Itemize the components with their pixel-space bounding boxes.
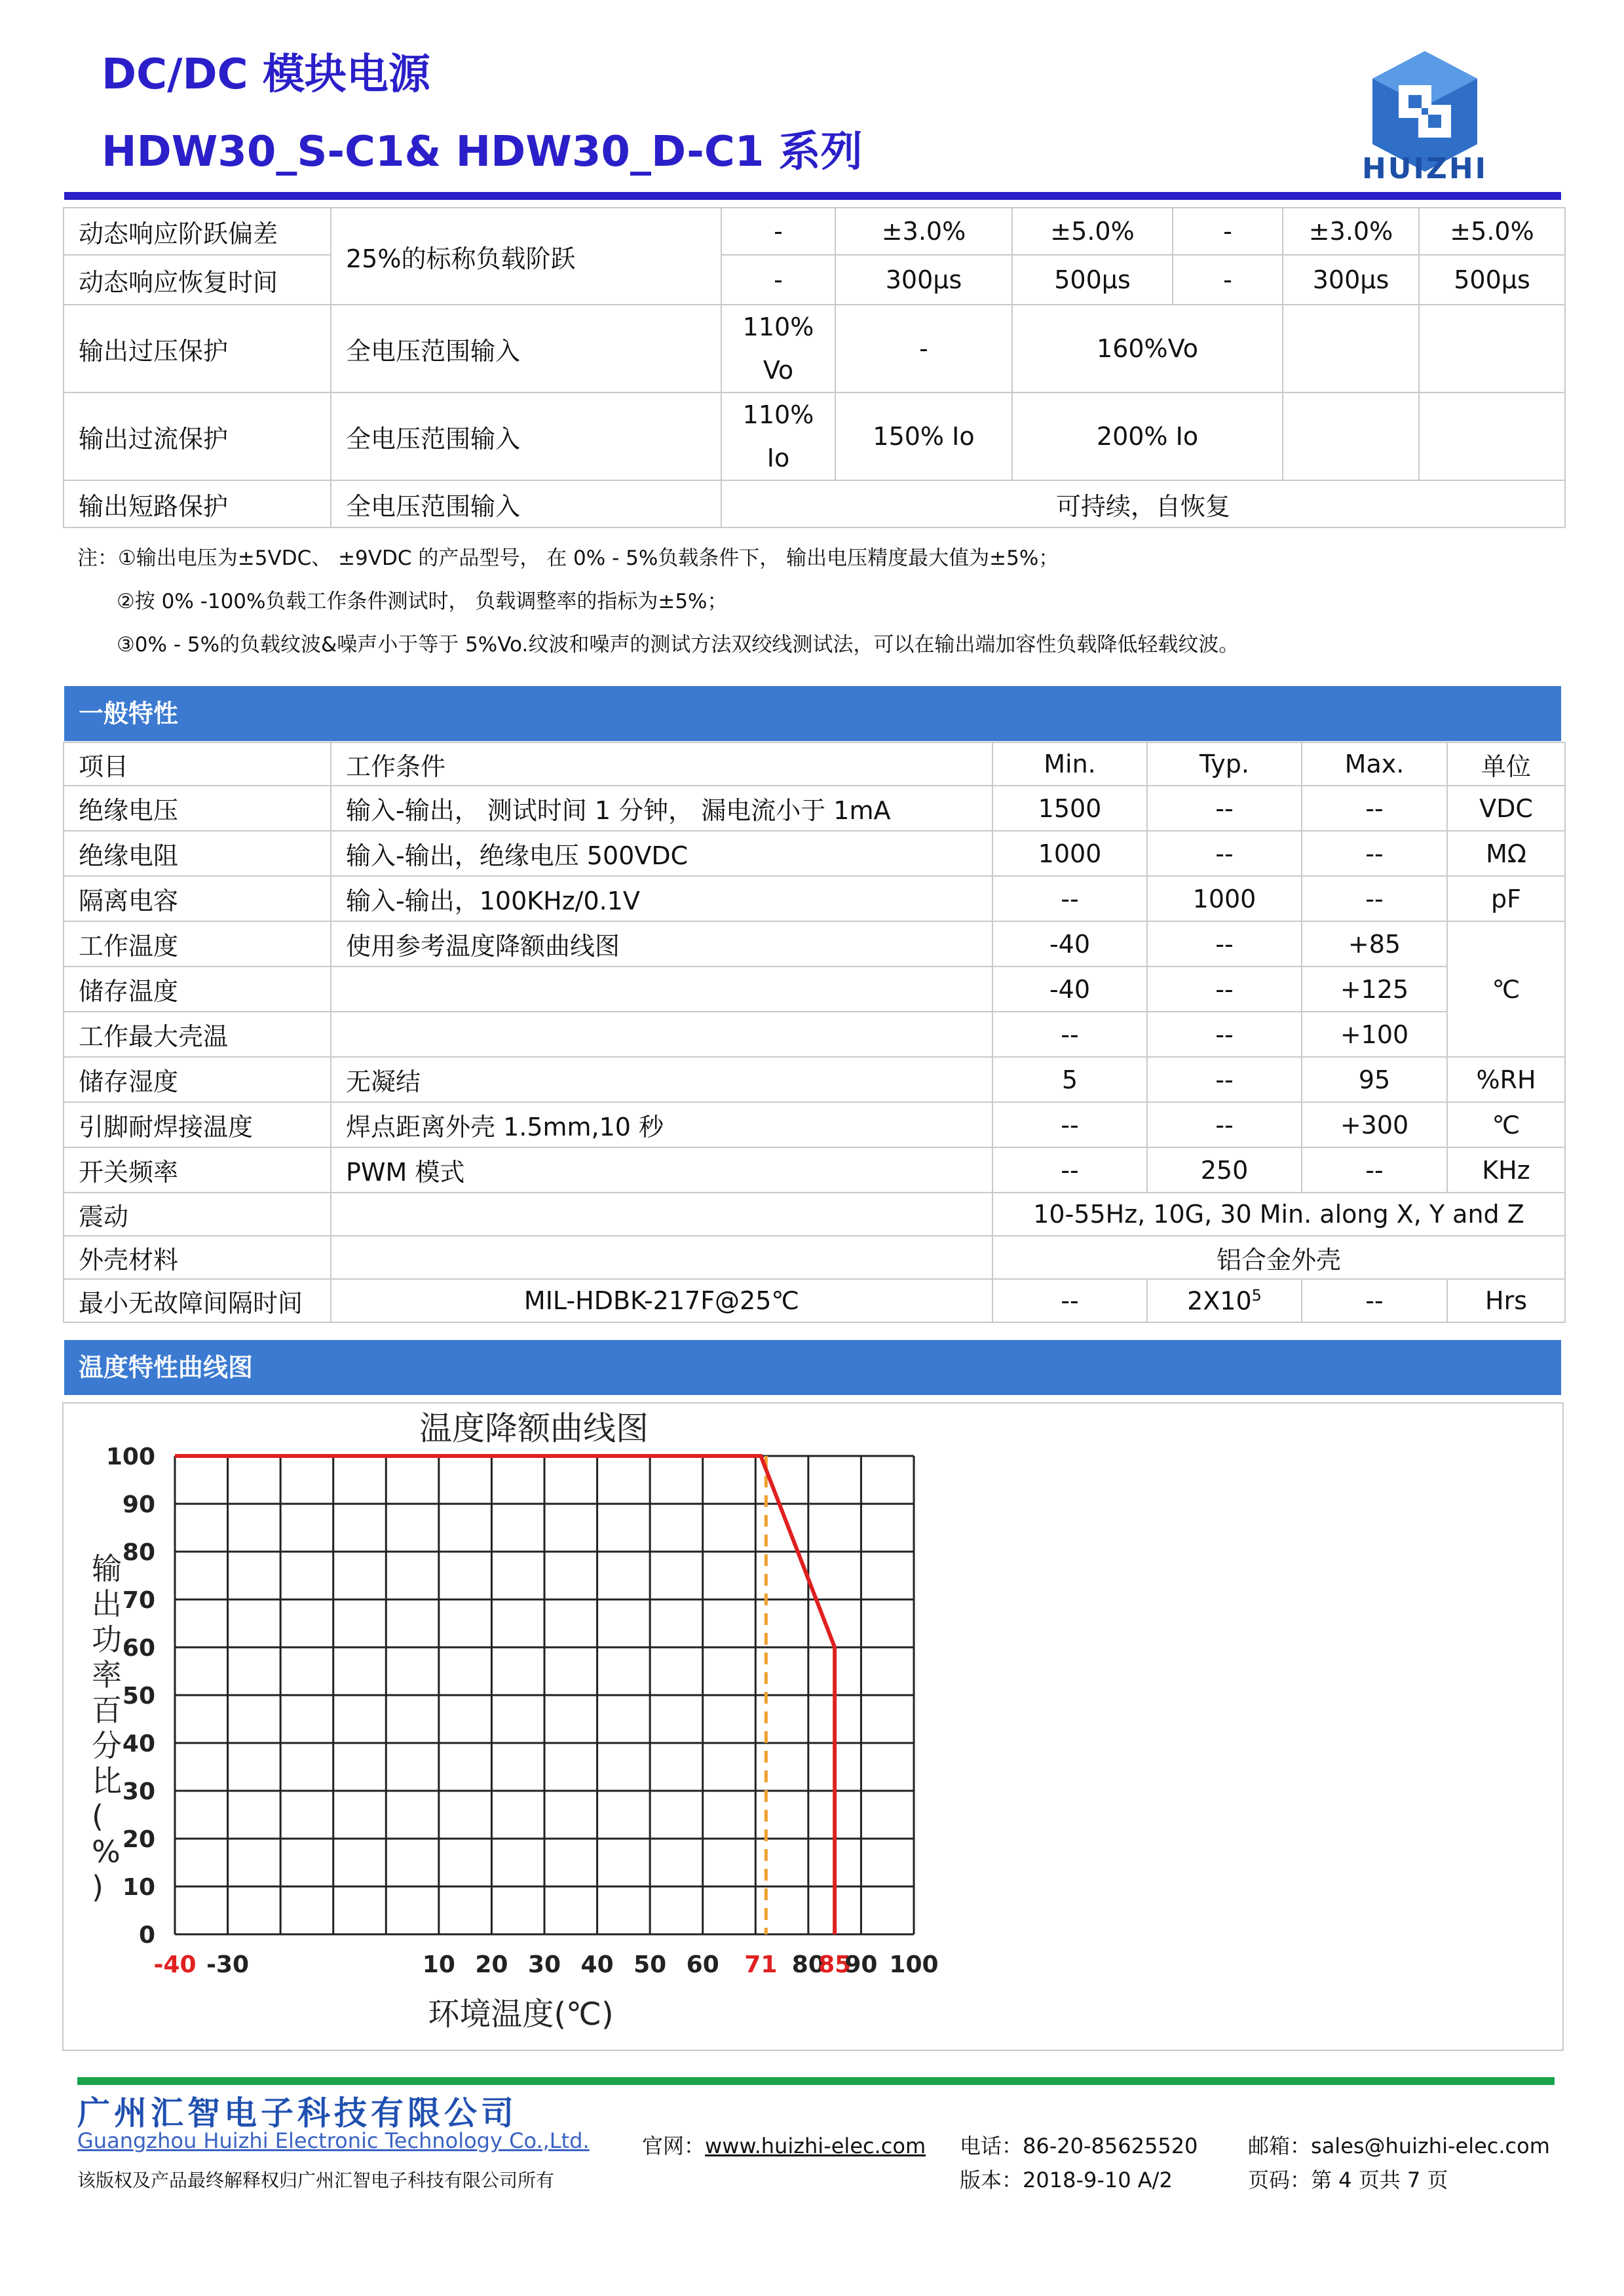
cell-min: --: [992, 1279, 1147, 1322]
cell-min: --: [992, 1102, 1147, 1147]
row-item: 外壳材料: [64, 1236, 331, 1279]
cell-unit: MΩ: [1447, 831, 1565, 876]
cell-max: +100: [1302, 1012, 1447, 1057]
cell-min: --: [992, 1147, 1147, 1193]
output-spec-table: [63, 207, 1566, 528]
cell: 200% Io: [1012, 392, 1283, 480]
cell-line: 110%: [742, 400, 814, 429]
cell-typ: [1147, 1279, 1302, 1322]
y-tick-label: 0: [138, 1922, 155, 1949]
email-label: 邮箱：: [1248, 2133, 1312, 2158]
row-item: 动态响应恢复时间: [64, 255, 331, 305]
note-2: ②按 0% -100%负载工作条件测试时， 负载调整率的指标为±5%；: [117, 590, 728, 613]
x-tick-label: -40: [153, 1951, 197, 1978]
cell-max: --: [1302, 1147, 1447, 1193]
section-title-temperature: 温度特性曲线图: [64, 1340, 1561, 1395]
x-tick-label: 100: [889, 1951, 939, 1978]
row-item: 储存湿度: [64, 1057, 331, 1102]
cell-max: --: [1302, 831, 1447, 876]
general-spec-table: [63, 742, 1566, 1323]
row-condition: 焊点距离外壳 1.5mm,10 秒: [331, 1102, 992, 1147]
y-tick-label: 40: [122, 1731, 155, 1757]
y-axis-label: [92, 1551, 122, 1905]
column-header: Typ.: [1147, 742, 1302, 786]
row-condition: [331, 966, 992, 1012]
cell: 150% Io: [835, 392, 1012, 480]
y-label-char: 率: [92, 1657, 122, 1693]
derating-chart: [66, 1406, 983, 2048]
row-condition: 输入-输出，100KHz/0.1V: [331, 876, 992, 921]
cell-typ: --: [1147, 786, 1302, 831]
column-header: Min.: [992, 742, 1147, 786]
row-item: 引脚耐焊接温度: [64, 1102, 331, 1147]
y-tick-label: 100: [105, 1444, 155, 1470]
row-item: 绝缘电阻: [64, 831, 331, 876]
row-condition: 全电压范围输入: [331, 480, 721, 527]
header-rule: [64, 192, 1561, 200]
cell-min: 1000: [992, 831, 1147, 876]
cell-line: Io: [766, 444, 790, 472]
y-label-char: ): [92, 1869, 104, 1905]
row-condition: 使用参考温度降额曲线图: [331, 921, 992, 966]
cell-typ: --: [1147, 831, 1302, 876]
row-condition: MIL-HDBK-217F@25℃: [331, 1279, 992, 1322]
column-header: Max.: [1302, 742, 1447, 786]
cell-max: --: [1302, 1279, 1447, 1322]
x-tick-label: 40: [580, 1951, 614, 1978]
page-number: 页码：第 4 页共 7 页: [1248, 2168, 1448, 2192]
email-block: [1248, 2130, 1550, 2160]
x-tick-label: 10: [422, 1951, 455, 1978]
version: 版本：2018-9-10 A/2: [960, 2168, 1173, 2192]
cell: [1283, 305, 1419, 392]
note-3: ③0% - 5%的负载纹波&噪声小于等于 5%Vo.纹波和噪声的测试方法双绞线测试法，可以在输出端加容性负载降低轻载纹波。: [117, 633, 1239, 657]
y-label-char: %: [92, 1834, 121, 1869]
x-tick-label: 85: [818, 1951, 852, 1978]
row-item: 储存温度: [64, 966, 331, 1012]
cell: [721, 392, 835, 480]
x-tick-label: 50: [633, 1951, 667, 1978]
cell-unit: ℃: [1447, 921, 1565, 1057]
table-row: [64, 1147, 1565, 1193]
cell: [1283, 392, 1419, 480]
cell: ±3.0%: [835, 208, 1012, 255]
x-tick-label: 60: [686, 1951, 719, 1978]
row-item: 输出短路保护: [64, 480, 331, 527]
table-row: [64, 1193, 1565, 1236]
cell: 500μs: [1012, 255, 1173, 305]
table-row: [64, 305, 1565, 392]
column-header: 单位: [1447, 742, 1565, 786]
website-label: 官网：: [642, 2133, 706, 2158]
cell-unit: KHz: [1447, 1147, 1565, 1193]
cell-typ: --: [1147, 966, 1302, 1012]
company-name-en[interactable]: Guangzhou Huizhi Electronic Technology Co.,Ltd.: [77, 2128, 590, 2153]
cell-typ: --: [1147, 921, 1302, 966]
y-label-char: 功: [92, 1622, 122, 1657]
row-condition: [331, 1012, 992, 1057]
cell: -: [835, 305, 1012, 392]
table-row: [64, 786, 1565, 831]
table-row: [64, 1102, 1565, 1147]
row-condition: 无凝结: [331, 1057, 992, 1102]
table-row: [64, 921, 1565, 966]
y-tick-label: 60: [122, 1635, 155, 1662]
cell-min: --: [992, 1012, 1147, 1057]
section-title-general: 一般特性: [64, 686, 1561, 741]
table-row: [64, 208, 1565, 255]
table-row: [64, 966, 1565, 1012]
cell-max: --: [1302, 786, 1447, 831]
y-tick-label: 90: [122, 1491, 155, 1518]
table-row: [64, 1012, 1565, 1057]
typ-exponent: 5: [1251, 1286, 1262, 1305]
cell-typ: --: [1147, 1057, 1302, 1102]
row-item: 动态响应阶跃偏差: [64, 208, 331, 255]
row-item: 输出过流保护: [64, 392, 331, 480]
cell-min: -40: [992, 966, 1147, 1012]
company-name-cn: 广州汇智电子科技有限公司: [77, 2094, 518, 2132]
x-tick-label: 20: [475, 1951, 508, 1978]
cell: 160%Vo: [1012, 305, 1283, 392]
cell-typ: 1000: [1147, 876, 1302, 921]
cell: 300μs: [1283, 255, 1419, 305]
cell-unit: %RH: [1447, 1057, 1565, 1102]
title-line-2: HDW30_S-C1& HDW30_D-C1 系列: [102, 128, 863, 176]
typ-base: 2X10: [1187, 1286, 1252, 1316]
y-tick-label: 50: [122, 1683, 155, 1710]
row-condition: [331, 1193, 992, 1236]
table-row: [64, 831, 1565, 876]
y-tick-label: 10: [122, 1874, 155, 1901]
x-tick-label: 90: [844, 1951, 878, 1978]
cell: ±3.0%: [1283, 208, 1419, 255]
y-tick-label: 20: [122, 1826, 155, 1853]
row-condition: 输入-输出， 测试时间 1 分钟， 漏电流小于 1mA: [331, 786, 992, 831]
row-item: 震动: [64, 1193, 331, 1236]
website-link[interactable]: www.huizhi-elec.com: [705, 2133, 926, 2158]
cell: 300μs: [835, 255, 1012, 305]
cell-unit: Hrs: [1447, 1279, 1565, 1322]
y-label-char: 分: [92, 1728, 122, 1763]
cell: ±5.0%: [1419, 208, 1565, 255]
cell-min: 1500: [992, 786, 1147, 831]
y-label-char: 百: [92, 1693, 122, 1728]
cell: 可持续，自恢复: [721, 480, 1565, 527]
table-row: [64, 1236, 1565, 1279]
cell-max: --: [1302, 876, 1447, 921]
email-link[interactable]: sales@huizhi-elec.com: [1311, 2133, 1550, 2158]
phone: 电话：86-20-85625520: [960, 2133, 1198, 2158]
row-condition: [331, 1236, 992, 1279]
row-item: 隔离电容: [64, 876, 331, 921]
cell-typ: 250: [1147, 1147, 1302, 1193]
y-tick-label: 70: [122, 1587, 155, 1614]
cell-line: 110%: [742, 313, 814, 341]
title-line-1: DC/DC 模块电源: [102, 50, 430, 99]
y-tick-label: 30: [122, 1778, 155, 1805]
cell: [1419, 392, 1565, 480]
row-item: 输出过压保护: [64, 305, 331, 392]
cell: [721, 305, 835, 392]
logo-text: HUIZHI: [1361, 152, 1488, 185]
table-header-row: [64, 742, 1565, 786]
cell: -: [1173, 208, 1283, 255]
x-tick-label: 80: [791, 1951, 825, 1978]
row-item: 最小无故障间隔时间: [64, 1279, 331, 1322]
cell: -: [1173, 255, 1283, 305]
cell-merged: 铝合金外壳: [992, 1236, 1565, 1279]
cell-min: -40: [992, 921, 1147, 966]
x-axis-ticks: [153, 1951, 938, 1978]
cell-typ: --: [1147, 1012, 1302, 1057]
table-row: [64, 480, 1565, 527]
row-item: 绝缘电压: [64, 786, 331, 831]
table-row: [64, 255, 1565, 305]
chart-title: 温度降额曲线图: [419, 1409, 649, 1447]
cell: 500μs: [1419, 255, 1565, 305]
note-1: 注：①输出电压为±5VDC、 ±9VDC 的产品型号， 在 0% - 5%负载条件下， 输出电压精度最大值为±5%；: [77, 546, 1059, 570]
cell-typ: --: [1147, 1102, 1302, 1147]
y-label-char: 出: [92, 1586, 122, 1622]
table-row: [64, 876, 1565, 921]
cell-max: +85: [1302, 921, 1447, 966]
row-item: 工作温度: [64, 921, 331, 966]
cell-min: 5: [992, 1057, 1147, 1102]
cell: ±5.0%: [1012, 208, 1173, 255]
cell: -: [721, 255, 835, 305]
chart-grid: [175, 1456, 914, 1934]
y-tick-label: 80: [122, 1539, 155, 1566]
cell-max: 95: [1302, 1057, 1447, 1102]
cell-unit: ℃: [1447, 1102, 1565, 1147]
row-condition: PWM 模式: [331, 1147, 992, 1193]
row-condition: 输入-输出，绝缘电压 500VDC: [331, 831, 992, 876]
row-condition: 25%的标称负载阶跃: [331, 208, 721, 305]
table-row: [64, 392, 1565, 480]
cell: -: [721, 208, 835, 255]
row-item: 工作最大壳温: [64, 1012, 331, 1057]
cell-max: +125: [1302, 966, 1447, 1012]
y-label-char: 比: [92, 1763, 122, 1799]
cell-unit: pF: [1447, 876, 1565, 921]
x-axis-label: 环境温度(℃): [428, 1996, 614, 2033]
cell-max: +300: [1302, 1102, 1447, 1147]
cell-merged: 10-55Hz, 10G, 30 Min. along X, Y and Z: [992, 1193, 1565, 1236]
cell-min: --: [992, 876, 1147, 921]
row-condition: 全电压范围输入: [331, 305, 721, 392]
column-header: 项目: [64, 742, 331, 786]
cell-line: Vo: [763, 356, 794, 385]
footer-rule: [77, 2077, 1555, 2085]
cell-unit: VDC: [1447, 786, 1565, 831]
table-row: [64, 1279, 1565, 1322]
column-header: 工作条件: [331, 742, 992, 786]
website-block: [642, 2130, 926, 2160]
row-condition: 全电压范围输入: [331, 392, 721, 480]
copyright: 该版权及产品最终解释权归广州汇智电子科技有限公司所有: [77, 2170, 555, 2191]
cell: [1419, 305, 1565, 392]
row-item: 开关频率: [64, 1147, 331, 1193]
x-tick-label: 71: [744, 1951, 778, 1978]
y-label-char: 输: [92, 1551, 122, 1586]
table-row: [64, 1057, 1565, 1102]
y-label-char: (: [92, 1799, 104, 1834]
x-tick-label: 30: [527, 1951, 561, 1978]
x-tick-label: -30: [206, 1951, 250, 1978]
